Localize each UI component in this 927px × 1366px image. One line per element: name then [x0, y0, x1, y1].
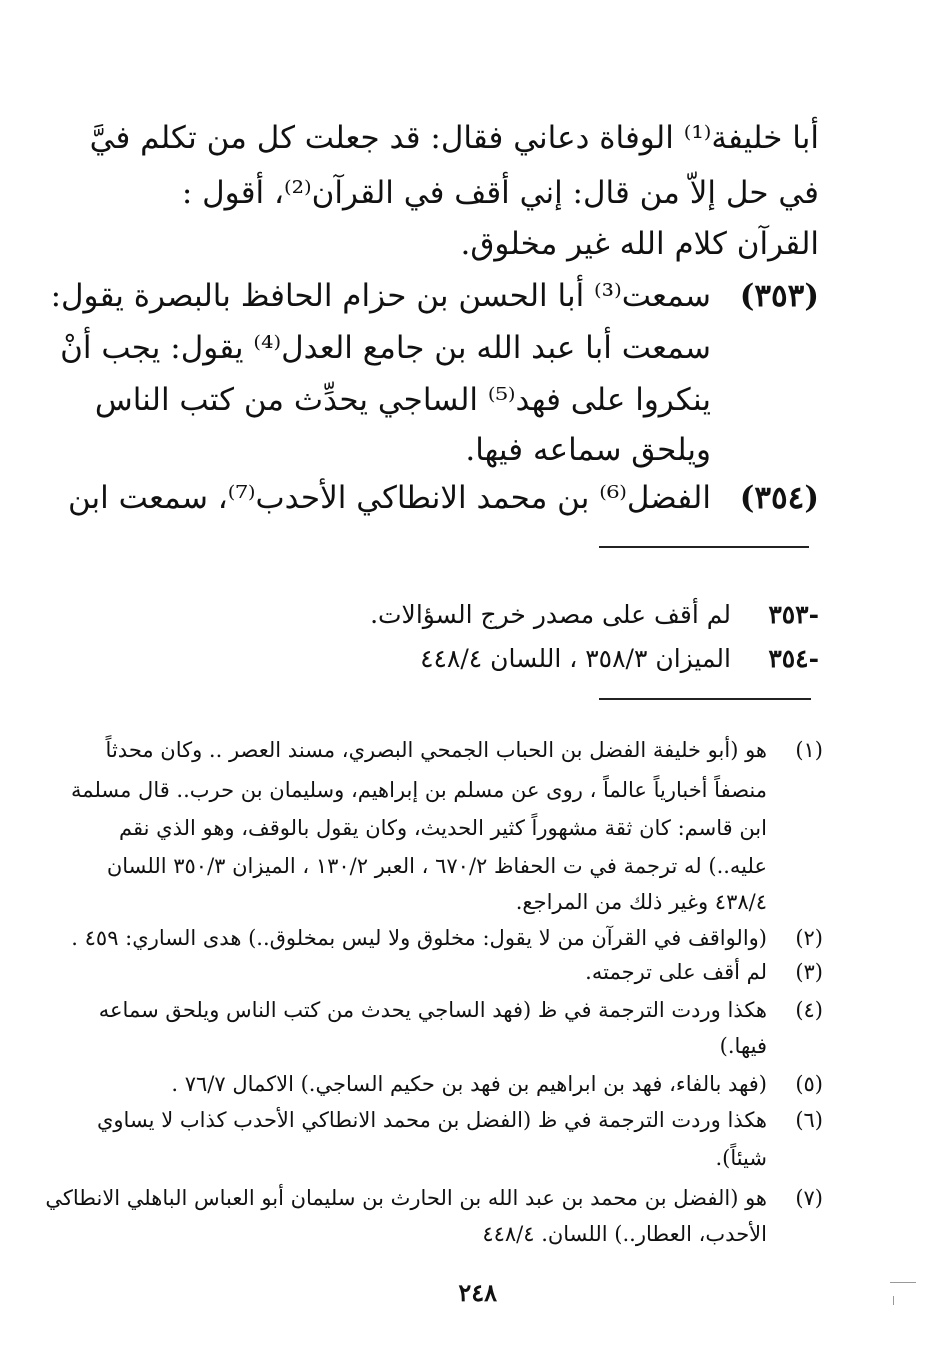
text-line: سمعت أبا عبد الله بن جامع العدل⁽⁴⁾ يقول: يجب أنْ [60, 330, 711, 366]
footnote-number: (٢) [795, 926, 823, 950]
separator-rule [599, 546, 809, 548]
footnote-number: (١) [795, 738, 823, 762]
footnote-line: ٤٣٨/٤ وغير ذلك من المراجع. [515, 890, 767, 914]
footnote-line: فيها.) [719, 1034, 767, 1058]
footnote-line: (فهد بالفاء، فهد بن ابراهيم بن فهد بن حكيم الساجي.) الاكمال ٧٦/٧ . [171, 1072, 767, 1096]
footnote-line: الأحدب، العطار..) اللسان. ٤٤٨/٤ [482, 1222, 767, 1246]
source-text: لم أقف على مصدر خرج السؤالات. [370, 600, 731, 629]
footnote-line: هو (أبو خليفة الفضل بن الحباب الجمحي البصري، مسند العصر .. وكان محدثاً [105, 738, 767, 762]
footnote-line: لم أقف على ترجمته. [585, 960, 767, 984]
footnote-line: ابن قاسم: كان ثقة مشهوراً كثير الحديث، وكان يقول بالوقف، وهو الذي نقم [119, 816, 767, 840]
footnote-line: هو (الفضل بن محمد بن عبد الله بن الحارث بن سليمان أبو العباس الباهلي الانطاكي [45, 1186, 767, 1210]
footnote-number: (٣) [795, 960, 823, 984]
footnote-line: (والواقف في القرآن من لا يقول: مخلوق ولا ليس بمخلوق..) هدى الساري: ٤٥٩ . [71, 926, 767, 950]
text-line: أبا خليفة⁽¹⁾ الوفاة دعاني فقال: قد جعلت كل من تكلم فيَّ [89, 120, 819, 156]
scan-speck [890, 1282, 916, 1283]
entry-number-353: (٣٥٣) [739, 278, 819, 314]
footnote-number: (٤) [795, 998, 823, 1022]
page-number: ٢٤٨ [458, 1278, 497, 1307]
text-line: الفضل⁽⁶⁾ بن محمد الانطاكي الأحدب⁽⁷⁾، سمعت ابن [67, 480, 711, 516]
source-number: -٣٥٤ [768, 644, 819, 673]
footnote-line: عليه..) له ترجمة في ت الحفاظ ٦٧٠/٢ ، العبر ١٣٠/٢ ، الميزان ٣٥٠/٣ اللسان [106, 854, 767, 878]
footnote-line: شيئاً). [715, 1146, 767, 1170]
text-line: في حل إلاّ من قال: إني أقف في القرآن⁽²⁾، أقول : [181, 175, 819, 211]
text-line: سمعت⁽³⁾ أبا الحسن بن حزام الحافظ بالبصرة يقول: [50, 278, 711, 314]
text-line: ينكروا على فهد⁽⁵⁾ الساجي يحدِّث من كتب الناس [94, 382, 711, 418]
entry-number-354: (٣٥٤) [739, 480, 819, 516]
footnote-number: (٦) [795, 1108, 823, 1132]
source-text: الميزان ٣٥٨/٣ ، اللسان ٤٤٨/٤ [420, 644, 731, 673]
footnote-line: هكذا وردت الترجمة في ظ (فهد الساجي يحدث من كتب الناس ويلحق سماعه [98, 998, 767, 1022]
source-number: -٣٥٣ [768, 600, 819, 629]
scan-speck [893, 1296, 894, 1305]
footnote-line: منصفاً أخبارياً عالماً ، روى عن مسلم بن إبراهيم، وسليمان بن حرب.. قال مسلمة [71, 778, 767, 802]
footnote-number: (٥) [795, 1072, 823, 1096]
footnote-number: (٧) [795, 1186, 823, 1210]
separator-rule [599, 698, 811, 700]
text-line: القرآن كلام الله غير مخلوق. [460, 226, 819, 262]
footnote-line: هكذا وردت الترجمة في ظ (الفضل بن محمد الانطاكي الأحدب كذاب لا يساوي [96, 1108, 767, 1132]
text-line: ويلحق سماعه فيها. [465, 432, 711, 468]
